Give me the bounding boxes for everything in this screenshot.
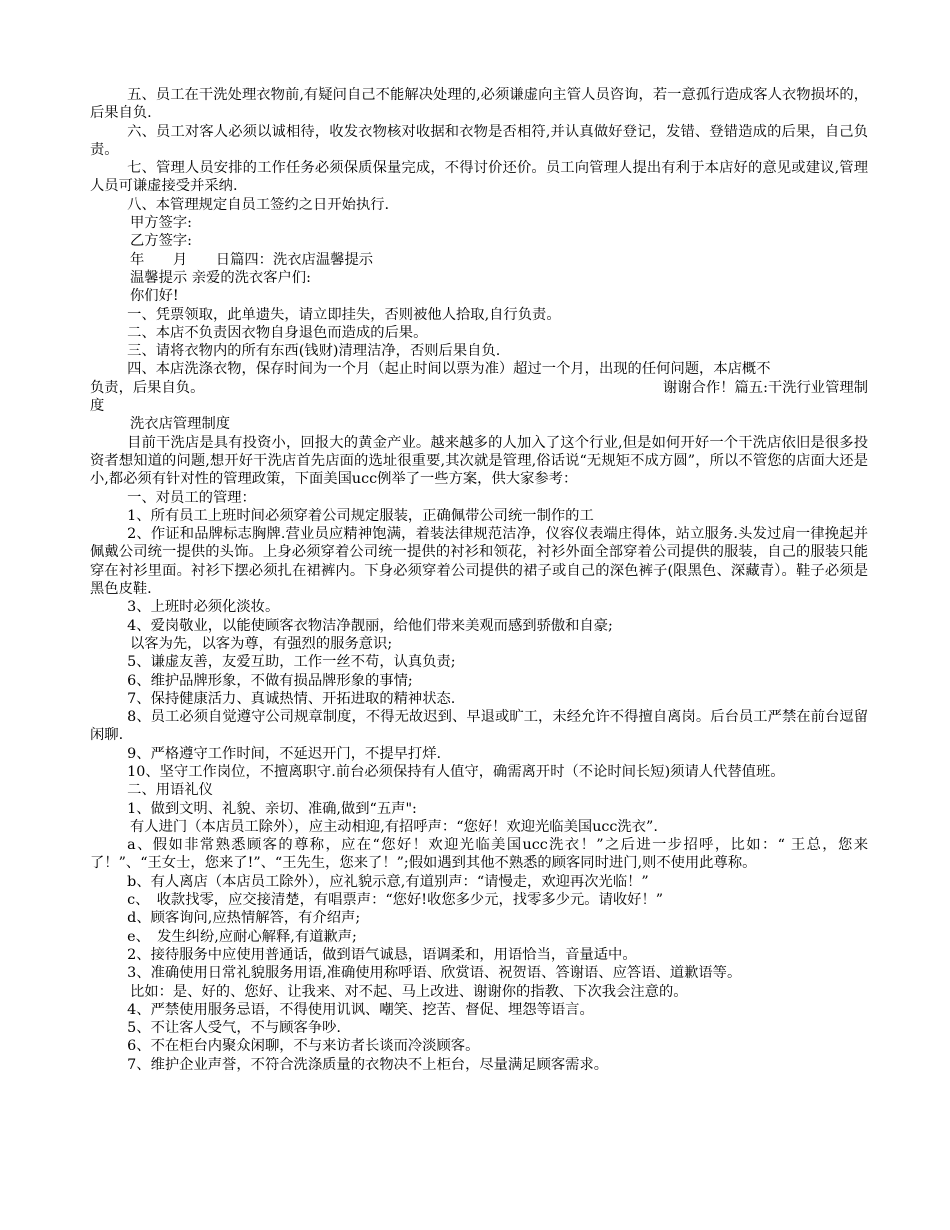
split-line [90,379,868,397]
paragraph: b、有人离店（本店员工除外），应礼貌示意,有道别声：“请慢走，欢迎再次光临！” [127,873,649,890]
split-line-left: 负责，后果自负。 [90,379,205,396]
paragraph: 2、作证和品牌标志胸牌.营业员应精神饱满，着装法律规范洁净，仪容仪表端庄得体，站立服务.头发过肩一律挽起并佩戴公司统一提供的头饰。上身必须穿着公司统一提供的衬衫和领花，衬衫外面全部穿着公司提供的服装，自己的服装只能穿在衬衫里面。衬衫下摆必须扎在裙裤内。下身必须穿着公司提供的裙子或自己的深色裤子(限黑色、深藏青）。鞋子必须是黑色皮鞋. [90,526,868,598]
paragraph: 六、员工对客人必须以诚相待，收发衣物核对收据和衣物是否相符,并认真做好登记，发错、登错造成的后果，自己负责。 [90,123,868,158]
paragraph: a、假如非常熟悉顾客的尊称，应在“您好！欢迎光临美国ucc洗衣！”之后进一步招呼，比如：“ 王总，您来了！”、“王女士，您来了!”、“王先生，您来了！”;假如遇到其他不熟悉的顾客同时进门,则不使用此尊称。 [90,837,868,872]
document-body-part-1 [90,86,868,379]
paragraph: 1、做到文明、礼貌、亲切、准确,做到“五声": [127,800,417,817]
paragraph: 5、不让客人受气，不与顾客争吵. [127,1020,341,1037]
paragraph: d、顾客询问,应热情解答，有介绍声; [127,910,361,927]
document-body-part-2 [90,397,868,1074]
paragraph: e、 发生纠纷,应耐心解释,有道歉声; [127,928,357,945]
paragraph: 1、所有员工上班时间必须穿着公司规定服装，正确佩带公司统一制作的工 [127,507,594,524]
paragraph: 二、用语礼仪 [127,782,213,799]
paragraph: 目前干洗店是具有投资小，回报大的黄金产业。越来越多的人加入了这个行业,但是如何开好一个干洗店依旧是很多投资者想知道的问题,想开好干洗店首先店面的选址很重要,其次就是管理,俗话说“无规矩不成方圆”，所以不管您的店面大还是小,都必须有针对性的管理政策，下面美国ucc例举了一些方案，供大家参考： [90,434,868,488]
paragraph: 3、上班时必须化淡妆。 [127,599,280,616]
paragraph: 三、请将衣物内的所有东西(钱财)清理洁净，否则后果自负. [127,343,501,360]
paragraph: 洗衣店管理制度 [130,416,231,433]
paragraph: c、 收款找零，应交接清楚，有唱票声：“您好!收您多少元，找零多少元。请收好！” [127,892,664,909]
paragraph: 以客为先，以客为尊，有强烈的服务意识; [130,635,393,652]
paragraph: 一、凭票领取，此单遗失，请立即挂失，否则被他人拾取,自行负责。 [127,306,561,323]
paragraph: 比如：是、好的、您好、让我来、对不起、马上改进、谢谢你的指教、下次我会注意的。 [130,983,688,1000]
paragraph: 9、严格遵守工作时间，不延迟开门，不提早打烊. [127,745,442,762]
paragraph: 度 [90,398,105,415]
paragraph: 温馨提示 亲爱的洗衣客户们: [130,269,311,286]
paragraph: 四、本店洗涤衣物，保存时间为一个月（起止时间以票为准）超过一个月，出现的任何问题，本店概不 [127,361,771,378]
paragraph: 有人进门（本店员工除外），应主动相迎,有招呼声：“您好！欢迎光临美国ucc洗衣”. [130,818,658,835]
paragraph: 8、员工必须自觉遵守公司规章制度，不得无故迟到、早退或旷工，未经允许不得擅自离岗。后台员工严禁在前台逗留闲聊. [90,709,868,744]
paragraph: 年 月 日篇四：洗衣店温馨提示 [130,251,374,268]
paragraph: 八、本管理规定自员工签约之日开始执行. [127,196,390,213]
paragraph: 甲方签字: [130,215,193,232]
paragraph: 5、谦虚友善，友爱互助，工作一丝不苟，认真负责; [127,654,456,671]
paragraph: 6、维护品牌形象，不做有损品牌形象的事情; [127,672,413,689]
paragraph: 4、严禁使用服务忌语，不得使用讥讽、嘲笑、挖苦、督促、埋怨等语言。 [127,1001,594,1018]
paragraph: 7、维护企业声誉，不符合洗涤质量的衣物决不上柜台，尽量满足顾客需求。 [127,1056,609,1073]
paragraph: 二、本店不负责因衣物自身退色而造成的后果。 [127,324,428,341]
paragraph: 3、准确使用日常礼貌服务用语,准确使用称呼语、欣赏语、祝贺语、答谢语、应答语、道歉语等。 [127,965,742,982]
paragraph: 2、接待服务中应使用普通话，做到语气诚恳，语调柔和，用语恰当，音量适中。 [127,946,637,963]
split-line-right: 谢谢合作！篇五:干洗行业管理制 [663,379,868,396]
paragraph: 你们好! [130,288,179,305]
paragraph: 一、对员工的管理： [127,489,256,506]
paragraph: 七、管理人员安排的工作任务必须保质保量完成，不得讨价还价。员工向管理人提出有利于本店好的意见或建议,管理人员可谦虚接受并采纳. [90,160,868,195]
paragraph: 乙方签字: [130,233,193,250]
paragraph: 6、不在柜台内聚众闲聊，不与来访者长谈而冷淡顾客。 [127,1038,480,1055]
paragraph: 7、保持健康活力、真诚热情、开拓进取的精神状态. [127,690,456,707]
paragraph: 4、爱岗敬业，以能使顾客衣物洁净靓丽，给他们带来美观而感到骄傲和自豪; [127,617,613,634]
paragraph: 五、员工在干洗处理衣物前,有疑问自己不能解决处理的,必须谦虚向主管人员咨询，若一意孤行造成客人衣物损坏的，后果自负. [90,87,868,122]
paragraph: 10、坚守工作岗位，不擅离职守.前台必须保持有人值守，确需离开时（不论时间长短)须请人代替值班。 [127,763,785,780]
